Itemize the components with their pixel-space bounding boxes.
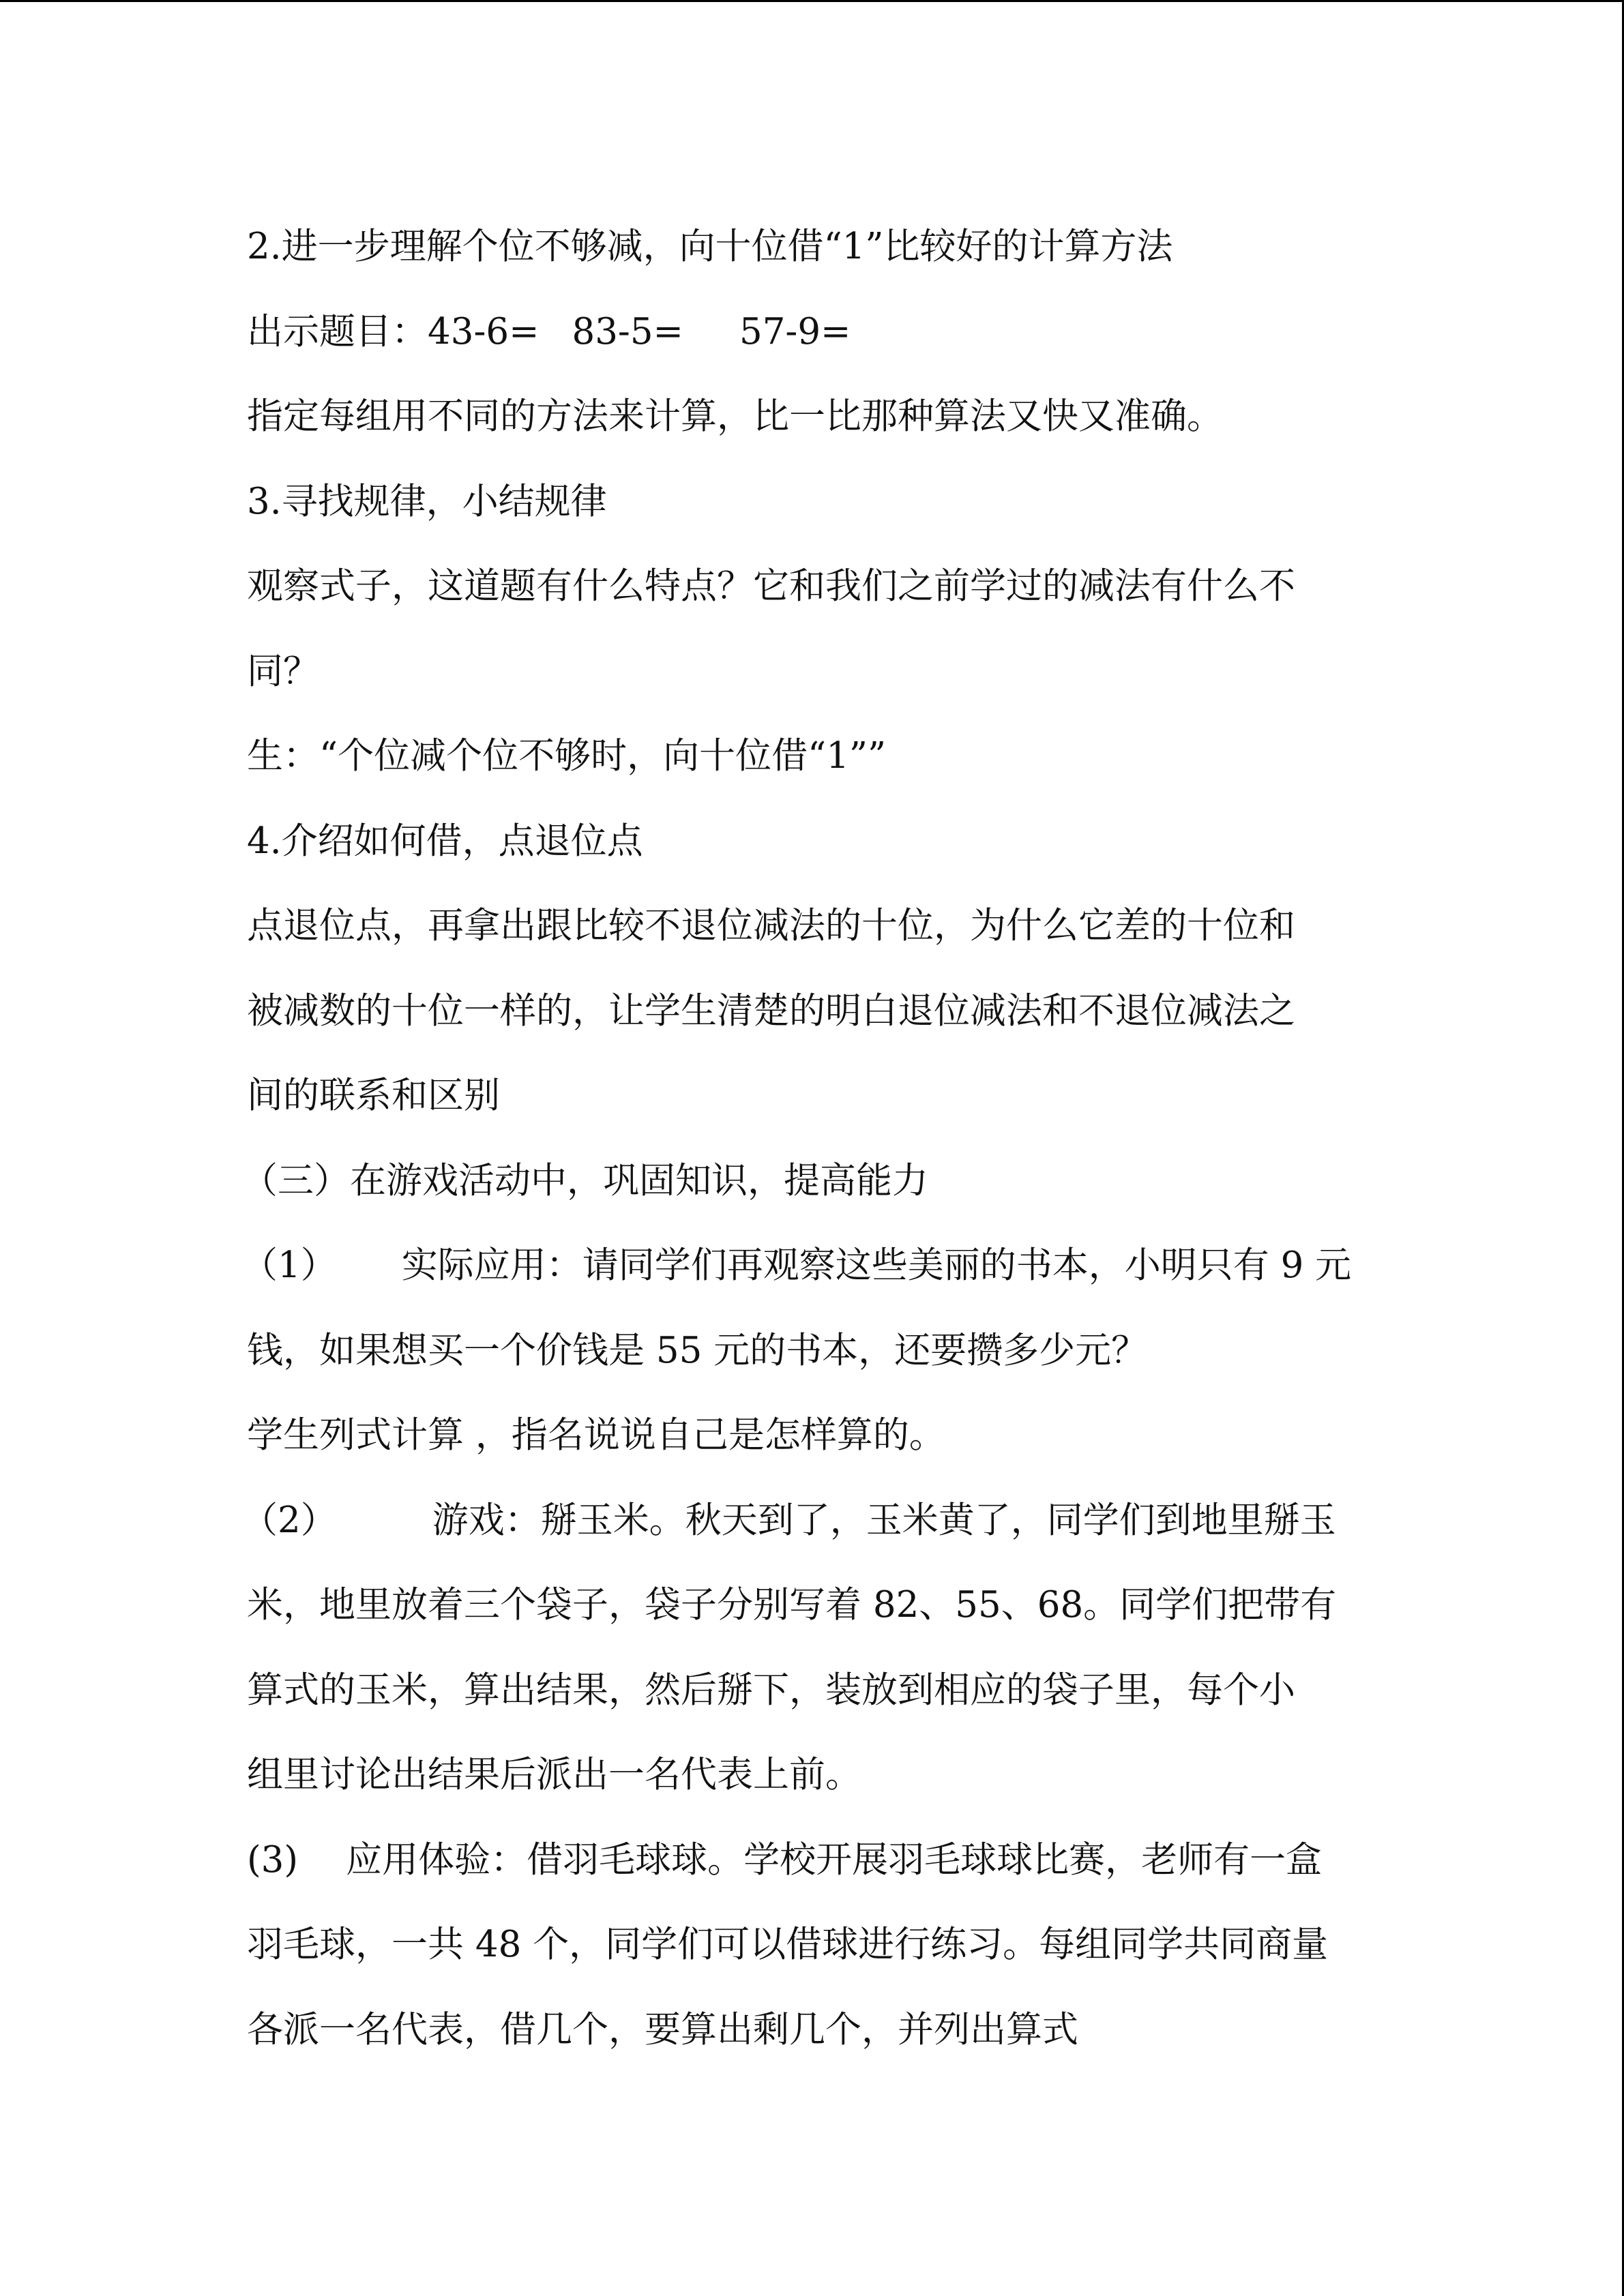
paragraph-line: 指定每组用不同的方法来计算，比一比那种算法又快又准确。 xyxy=(247,396,1223,437)
item-3-line xyxy=(247,1818,1379,1903)
paragraph-line: 被减数的十位一样的，让学生清楚的明白退位减法和不退位减法之 xyxy=(247,989,1295,1032)
problems-line xyxy=(247,290,1379,375)
heading-step-3: 3.寻找规律，小结规律 xyxy=(247,480,607,522)
paragraph-line: 点退位点，再拿出跟比较不退位减法的十位，为什么它差的十位和 xyxy=(247,905,1295,946)
paragraph-line: 生：“个位减个位不够时，向十位借“1”” xyxy=(247,735,887,777)
paragraph-line: 钱，如果想买一个价钱是 55 元的书本，还要攒多少元？ xyxy=(247,1329,1148,1371)
paragraph-line: 算式的玉米，算出结果，然后掰下，装放到相应的袋子里，每个小 xyxy=(247,1669,1295,1711)
item-3-text: 应用体验：借羽毛球球。学校开展羽毛球球比赛，老师有一盒 xyxy=(346,1838,1323,1881)
item-1-marker: （1） xyxy=(241,1244,337,1286)
item-2-text: 游戏：掰玉米。秋天到了，玉米黄了，同学们到地里掰玉 xyxy=(432,1499,1336,1541)
problem-1: 43-6= xyxy=(428,310,540,353)
item-2-marker: （2） xyxy=(241,1499,337,1541)
problem-3: 57-9= xyxy=(739,310,851,353)
heading-step-4: 4.介绍如何借，点退位点 xyxy=(247,820,643,862)
paragraph-line: 羽毛球，一共 48 个，同学们可以借球进行练习。每组同学共同商量 xyxy=(247,1924,1329,1965)
item-3-marker: (3) xyxy=(247,1838,299,1881)
item-1-line xyxy=(241,1223,1379,1309)
paragraph-line: 各派一名代表，借几个，要算出剩几个，并列出算式 xyxy=(247,2008,1078,2051)
paragraph-line: 米，地里放着三个袋子，袋子分别写着 82、55、68。同学们把带有 xyxy=(247,1584,1337,1626)
paragraph-line: 同？ xyxy=(247,650,319,692)
paragraph-line: 观察式子，这道题有什么特点？它和我们之前学过的减法有什么不 xyxy=(247,565,1295,607)
item-1-text: 实际应用：请同学们再观察这些美丽的书本，小明只有 9 元 xyxy=(401,1244,1352,1286)
section-heading-3: （三）在游戏活动中，巩固知识，提高能力 xyxy=(241,1159,928,1202)
problems-label: 出示题目： xyxy=(247,310,428,353)
item-2-line xyxy=(241,1478,1379,1564)
problem-2: 83-5= xyxy=(572,310,683,353)
paragraph-line: 组里讨论出结果后派出一名代表上前。 xyxy=(247,1754,861,1795)
paragraph-line: 学生列式计算 ，指名说说自己是怎样算的。 xyxy=(247,1414,945,1456)
paragraph-line: 间的联系和区别 xyxy=(247,1075,500,1116)
document-body xyxy=(241,205,1379,2072)
heading-step-2: 2.进一步理解个位不够减，向十位借“1”比较好的计算方法 xyxy=(247,226,1173,267)
